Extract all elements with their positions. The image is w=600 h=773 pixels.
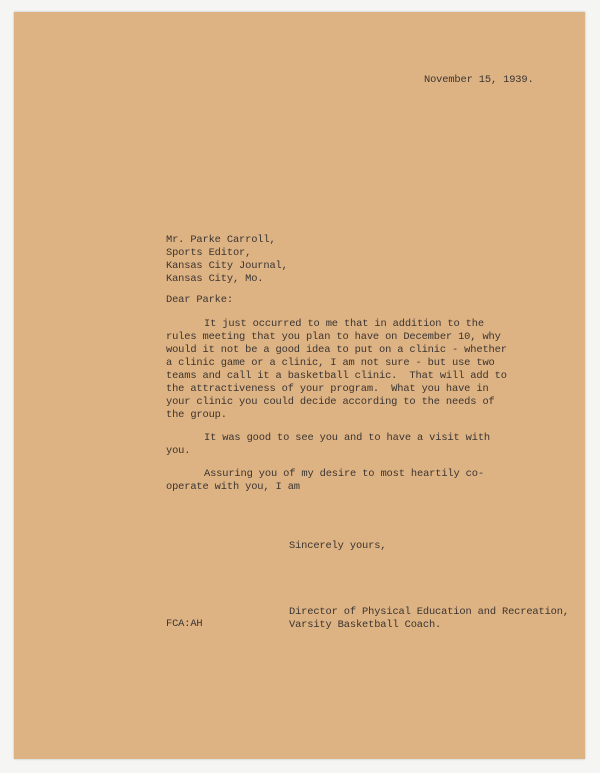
paragraph3-line-2: operate with you, I am	[166, 481, 300, 493]
address-line-1: Mr. Parke Carroll,	[166, 234, 276, 246]
address-line-2: Sports Editor,	[166, 247, 252, 259]
paragraph1-line-8: the group.	[166, 409, 227, 421]
paragraph3-line-1: Assuring you of my desire to most heartily co-	[204, 468, 484, 480]
paragraph1-line-7: your clinic you could decide according to the needs of	[166, 396, 495, 408]
address-line-4: Kansas City, Mo.	[166, 273, 264, 285]
paragraph1-line-6: the attractiveness of your program. What you have in	[166, 383, 489, 395]
paragraph1-line-4: a clinic game or a clinic, I am not sure - but use two	[166, 357, 495, 369]
salutation: Dear Parke:	[166, 294, 233, 306]
paragraph1-line-2: rules meeting that you plan to have on December 10, why	[166, 331, 501, 343]
paragraph2-line-1: It was good to see you and to have a visit with	[204, 432, 491, 444]
closing: Sincerely yours,	[289, 540, 387, 552]
signature-title-line-2: Varsity Basketball Coach.	[289, 619, 442, 631]
signature-title-line-1: Director of Physical Education and Recreation,	[289, 606, 569, 618]
letter-page	[14, 12, 585, 759]
address-line-3: Kansas City Journal,	[166, 260, 288, 272]
paragraph1-line-5: teams and call it a basketball clinic. That will add to	[166, 370, 507, 382]
reference-initials: FCA:AH	[166, 618, 203, 630]
paragraph1-line-1: It just occurred to me that in addition to the	[204, 318, 484, 330]
paragraph2-line-2: you.	[166, 445, 191, 457]
paragraph1-line-3: would it not be a good idea to put on a clinic - whether	[166, 344, 507, 356]
letter-date: November 15, 1939.	[424, 74, 534, 86]
